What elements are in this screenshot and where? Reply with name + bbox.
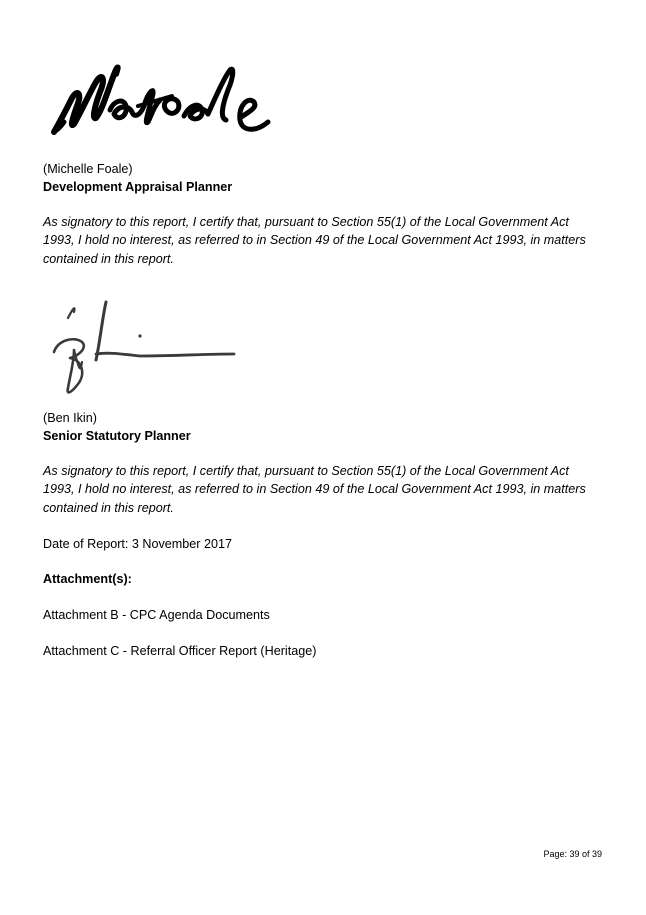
certification-line: contained in this report. <box>43 500 174 515</box>
signatory1-certification <box>43 213 613 268</box>
signatory2-title: Senior Statutory Planner <box>43 429 191 443</box>
certification-line: 1993, I hold no interest, as referred to in Section 49 of the Local Government Act 1993, in matters <box>43 233 586 248</box>
attachment-item: Attachment B - CPC Agenda Documents <box>43 608 270 622</box>
signatory1-name: (Michelle Foale) <box>43 162 133 176</box>
attachments-heading: Attachment(s): <box>43 572 132 586</box>
certification-line: 1993, I hold no interest, as referred to in Section 49 of the Local Government Act 1993, in matters <box>43 482 586 497</box>
signatory2-certification <box>43 462 613 517</box>
signature-image-foale <box>44 48 284 154</box>
certification-line: As signatory to this report, I certify that, pursuant to Section 55(1) of the Local Government Act <box>43 215 569 229</box>
attachment-item: Attachment C - Referral Officer Report (Heritage) <box>43 644 317 658</box>
signatory1-title: Development Appraisal Planner <box>43 180 233 194</box>
certification-line: contained in this report. <box>43 251 174 266</box>
page-number: Page: 39 of 39 <box>543 849 602 859</box>
signatory2-name: (Ben Ikin) <box>43 411 97 425</box>
certification-line: As signatory to this report, I certify that, pursuant to Section 55(1) of the Local Government Act <box>43 464 569 478</box>
report-date: Date of Report: 3 November 2017 <box>43 537 233 551</box>
signature-image-ikin <box>44 292 244 407</box>
